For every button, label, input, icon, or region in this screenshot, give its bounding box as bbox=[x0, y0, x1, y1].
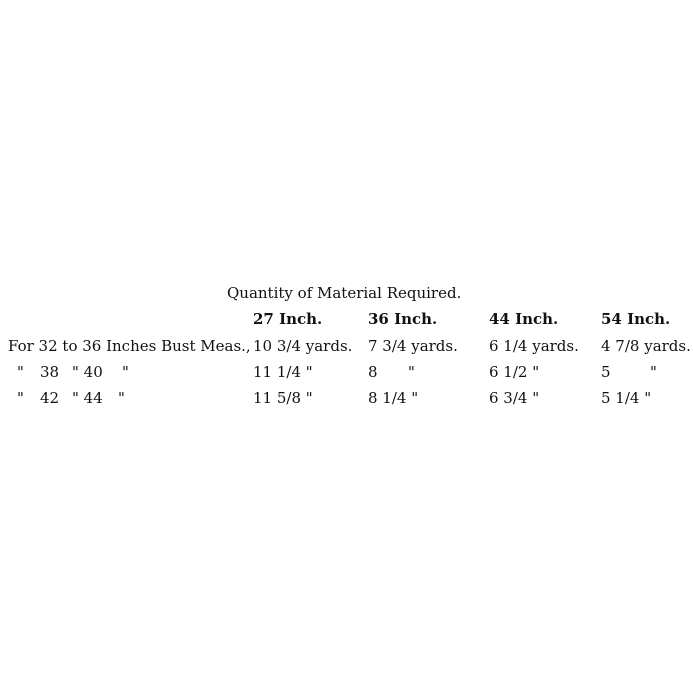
row1-value-36: 7 3/4 yards. bbox=[368, 337, 458, 355]
row3-label-44: " 44 bbox=[72, 389, 103, 407]
row2-value-54: 5 bbox=[601, 363, 611, 381]
row2-value-44: 6 1/2 " bbox=[489, 363, 540, 381]
row3-label-42: 42 bbox=[40, 389, 60, 407]
row3-label-ditto-2: " bbox=[118, 389, 125, 407]
header-36-inch: 36 Inch. bbox=[368, 310, 438, 328]
row1-value-27: 10 3/4 yards. bbox=[253, 337, 353, 355]
row3-value-44: 6 3/4 " bbox=[489, 389, 540, 407]
header-54-inch: 54 Inch. bbox=[601, 310, 671, 328]
row1-value-54: 4 7/8 yards. bbox=[601, 337, 691, 355]
row2-label-ditto-1: " bbox=[17, 363, 24, 381]
header-44-inch: 44 Inch. bbox=[489, 310, 559, 328]
row3-value-36: 8 1/4 " bbox=[368, 389, 419, 407]
row2-label-ditto-2: " bbox=[122, 363, 129, 381]
table-caption: Quantity of Material Required. bbox=[227, 284, 462, 302]
row2-value-54-ditto: " bbox=[650, 363, 657, 381]
row2-label-38: 38 bbox=[40, 363, 60, 381]
row2-label-40: " 40 bbox=[72, 363, 103, 381]
row2-value-27: 11 1/4 " bbox=[253, 363, 313, 381]
row3-value-27: 11 5/8 " bbox=[253, 389, 313, 407]
row1-value-44: 6 1/4 yards. bbox=[489, 337, 579, 355]
row3-label-ditto-1: " bbox=[17, 389, 24, 407]
row2-value-36: 8 bbox=[368, 363, 378, 381]
row3-value-54: 5 1/4 " bbox=[601, 389, 652, 407]
row2-value-36-ditto: " bbox=[408, 363, 415, 381]
row-label-32-36: For 32 to 36 Inches Bust Meas., bbox=[8, 337, 251, 355]
header-27-inch: 27 Inch. bbox=[253, 310, 323, 328]
